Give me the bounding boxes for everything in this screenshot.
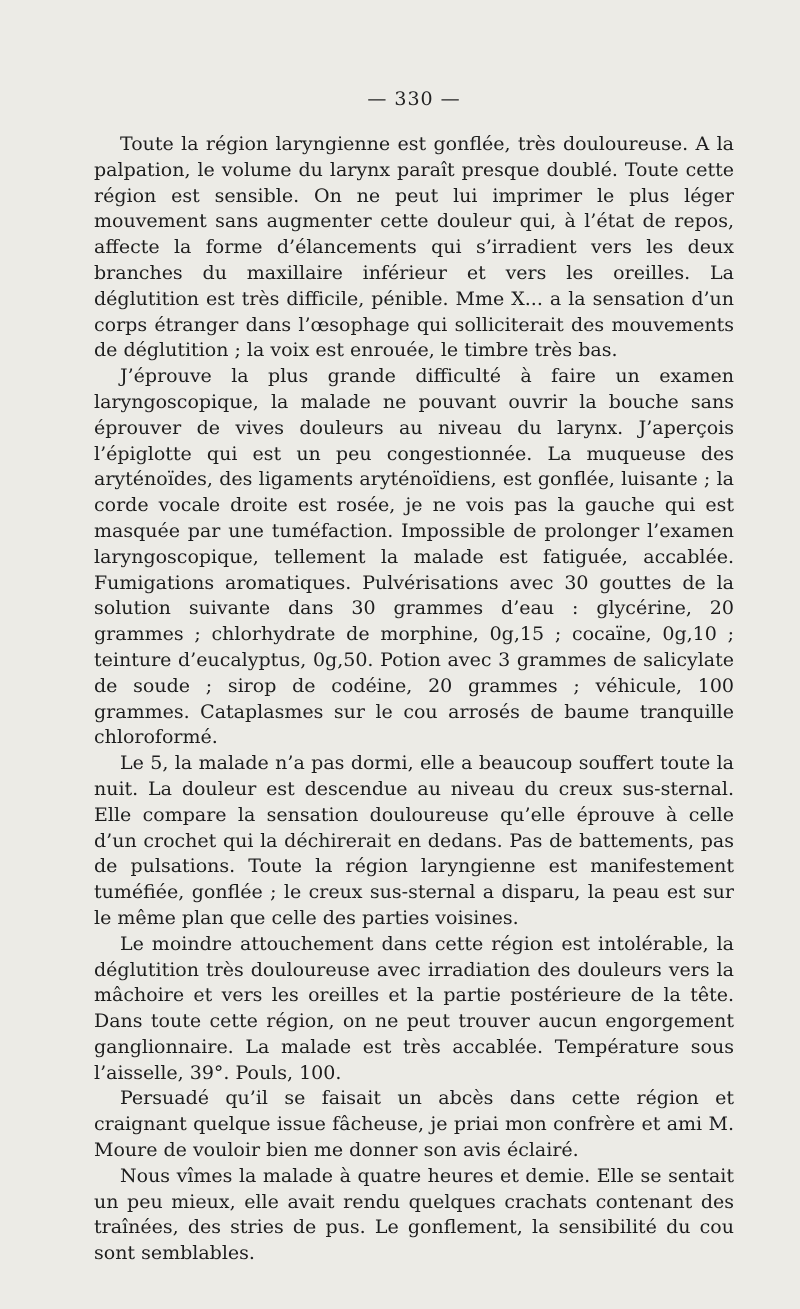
paragraph-larynx-swelling: Toute la région laryngienne est gonflée, très douloureuse. A la palpation, le volume du larynx paraît presque doublé. Toute cette région est sensible. On ne peut lui imprimer le plus léger mouvement sans augmenter cette douleur qui, à l’état de repos, affecte la forme d’élancements qui s’irradient vers les deux branches du maxillaire inférieur et vers les oreilles. La déglutition est très difficile, pénible. Mme X... a la sensation d’un corps étranger dans l’œsophage qui solliciterait des mouvements de déglutition ; la voix est enrouée, le timbre très bas. — [94, 133, 734, 362]
paragraph-visit: Nous vîmes la malade à quatre heures et demie. Elle se sentait un peu mieux, elle avait rendu quelques crachats contenant des traînées, des stries de pus. Le gonflement, la sensibilité du cou sont semblables. — [94, 1164, 734, 1265]
paragraph-day-5: Le 5, la malade n’a pas dormi, elle a beaucoup souffert toute la nuit. La douleur est descendue au niveau du creux sus-sternal. Elle compare la sensation douloureuse qu’elle éprouve à celle d’un crochet qui la déchirerait en dedans. Pas de battements, pas de pulsations. Toute la région laryngienne est manifestement tuméfiée, gonflée ; le creux sus-sternal a disparu, la peau est sur le même plan que celle des parties voisines. — [94, 752, 734, 929]
paragraph-laryngoscopic-exam: J’éprouve la plus grande difficulté à faire un examen laryngoscopique, la malade ne pouvant ouvrir la bouche sans éprouver de vives douleurs au niveau du larynx. J’aperçois l’épiglotte qui est un peu congestionnée. La muqueuse des aryténoïdes, des ligaments aryténoïdiens, est gonflée, luisante ; la corde vocale droite est rosée, je ne vois pas la gauche qui est masquée par une tuméfaction. Impossible de prolonger l’examen laryngoscopique, tellement la malade est fatiguée, accablée. Fumigations aromatiques. Pulvérisations avec 30 gouttes de la solution suivante dans 30 grammes d’eau : glycérine, 20 grammes ; chlorhydrate de morphine, 0g,15 ; cocaïne, 0g,10 ; teinture d’eucalyptus, 0g,50. Potion avec 3 grammes de salicylate de soude ; sirop de codéine, 20 grammes ; véhicule, 100 grammes. Cataplasmes sur le cou arrosés de baume tranquille chloroformé. — [94, 365, 734, 749]
paragraph-slightest-touch: Le moindre attouchement dans cette région est intolérable, la déglutition très douloureuse avec irradiation des douleurs vers la mâchoire et vers les oreilles et la partie postérieure de la tête. Dans toute cette région, on ne peut trouver aucun engorgement ganglionnaire. La malade est très accablée. Température sous l’aisselle, 39°. Pouls, 100. — [94, 932, 734, 1084]
page-number: — 330 — — [367, 88, 461, 110]
paragraph-abscess-suspicion: Persuadé qu’il se faisait un abcès dans cette région et craignant quelque issue fâcheuse, je priai mon confrère et ami M. Moure de vouloir bien me donner son avis éclairé. — [94, 1087, 734, 1162]
